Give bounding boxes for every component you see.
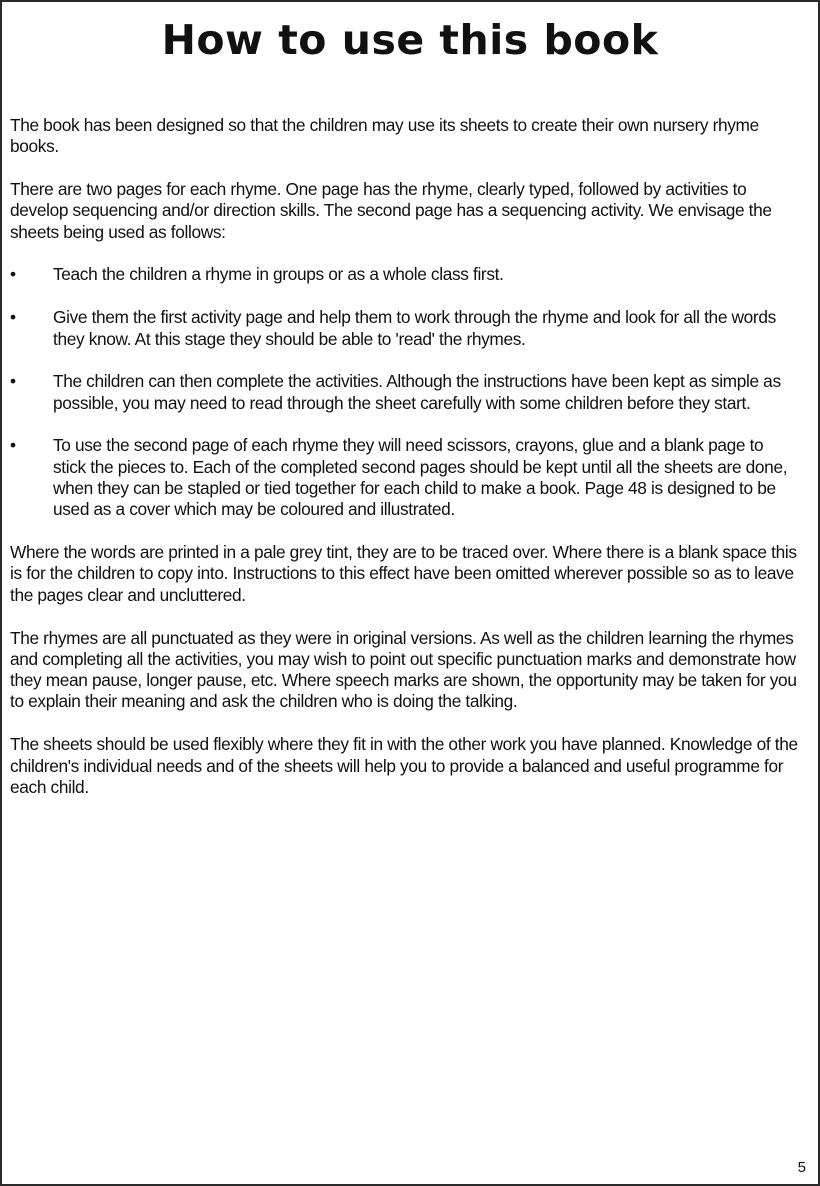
bullet-item [10,371,800,414]
bullet-icon: • [10,435,16,456]
tracing-paragraph: Where the words are printed in a pale grey tint, they are to be traced over. Where there is a blank space this is for the children to copy into. Instructions to this effect have been omitted wherever possible so as to leave the pages clear and uncluttered. [10,542,797,605]
bullet-item [10,307,800,350]
pages-paragraph: There are two pages for each rhyme. One page has the rhyme, clearly typed, followed by activities to develop sequencing and/or direction skills. The second page has a sequencing activity. We envisage the sheets being used as follows: [10,179,772,242]
bullet-text: Teach the children a rhyme in groups or as a whole class first. [53,264,504,285]
bullet-item [10,264,800,285]
bullet-icon: • [10,307,16,328]
bullet-icon: • [10,371,16,392]
bullet-icon: • [10,264,16,285]
bullet-text: To use the second page of each rhyme they will need scissors, crayons, glue and a blank page to stick the pieces to. Each of the completed second pages should be kept until all the sheets are done, when they can be stapled or tied together for each child to make a book. Page 48 is designed to be used as a cover which may be coloured and illustrated. [53,435,788,520]
page-title: How to use this book [161,16,659,64]
usage-bullet-list [10,264,800,520]
body-content [10,115,800,820]
punctuation-paragraph: The rhymes are all punctuated as they were in original versions. As well as the children learning the rhymes and completing all the activities, you may wish to point out specific punctuation marks and demonstrate how they mean pause, longer pause, etc. Where speech marks are shown, the opportunity may be taken for you to explain their meaning and ask the children who is doing the talking. [10,627,797,712]
flexibility-paragraph: The sheets should be used flexibly where they fit in with the other work you have planned. Knowledge of the children's individual needs and of the sheets will help you to provide a balanced and useful programme for each child. [10,734,798,797]
bullet-text: The children can then complete the activities. Although the instructions have been kept as simple as possible, you may need to read through the sheet carefully with some children before they start. [53,371,781,413]
intro-paragraph: The book has been designed so that the children may use its sheets to create their own nursery rhyme books. [10,115,759,157]
bullet-item [10,435,800,520]
page-number: 5 [797,1159,806,1176]
bullet-text: Give them the first activity page and help them to work through the rhyme and look for all the words they know. At this stage they should be able to 'read' the rhymes. [53,307,776,349]
